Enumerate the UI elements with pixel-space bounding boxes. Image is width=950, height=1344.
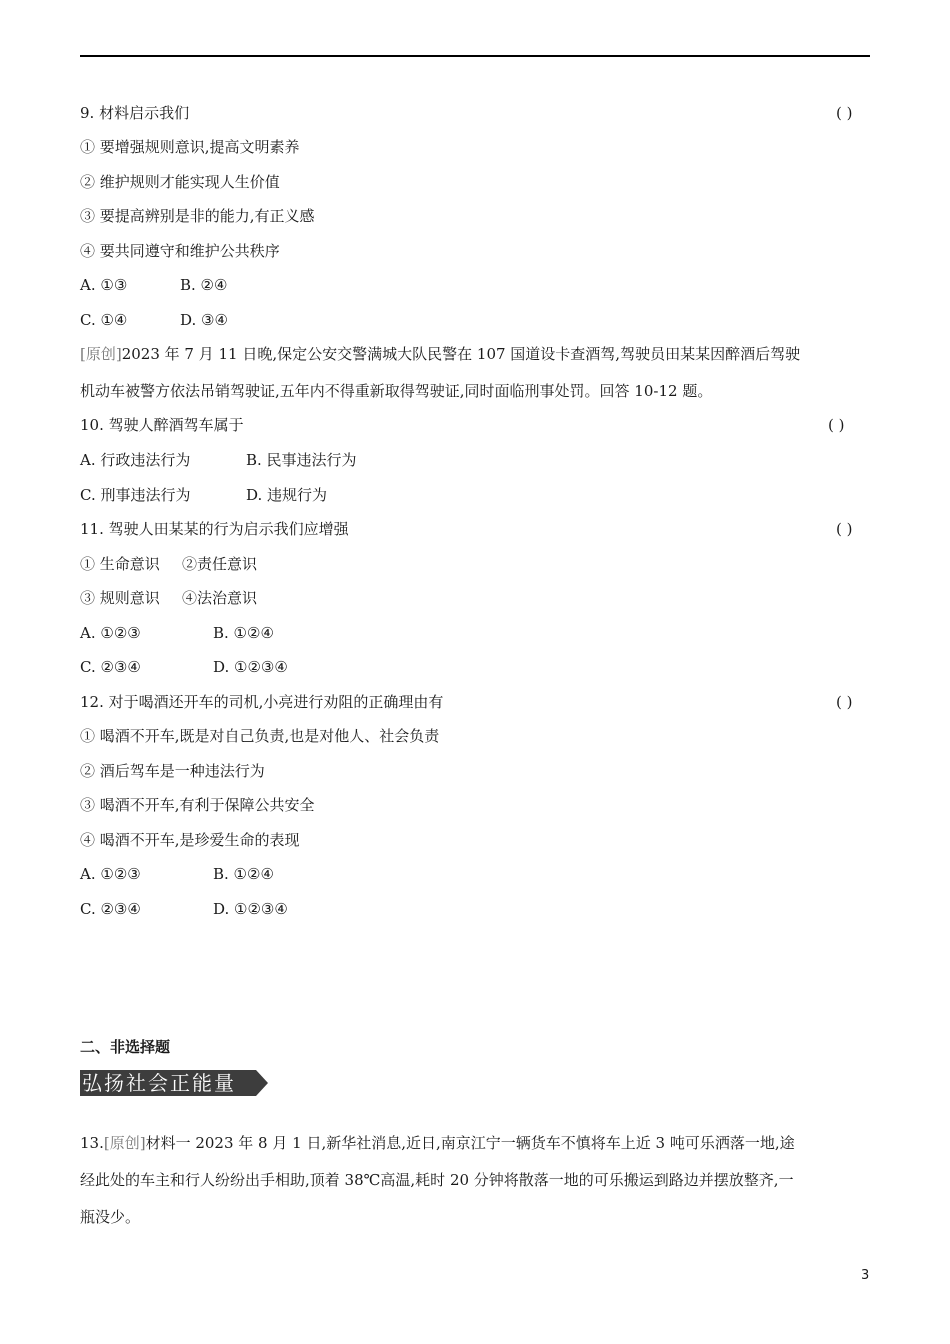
banner-arrow-tip (256, 1070, 268, 1096)
q10-answer-paren: ( ) (828, 416, 845, 434)
q11-stem: 11. 驾驶人田某某的行为启示我们应增强 (80, 520, 349, 538)
q13-line-2: 经此处的车主和行人纷纷出手相助,顶着 38℃高温,耗时 20 分钟将散落一地的可乐搬运到路边并摆放整齐,一 (80, 1171, 794, 1189)
q9-options-row-1 (80, 275, 227, 295)
q10-options-row-1 (80, 450, 357, 470)
q11-option-d: D. ①②③④ (213, 658, 288, 676)
q12-option-c: C. ②③④ (80, 900, 141, 918)
q10-options-row-2 (80, 485, 327, 505)
q11-options-row-1 (80, 623, 274, 643)
section-title: 二、非选择题 (80, 1038, 171, 1056)
header-rule (80, 55, 870, 57)
q11-option-a: A. ①②③ (80, 624, 141, 642)
q12-option-b: B. ①②④ (213, 865, 274, 883)
material-line-2: 机动车被警方依法吊销驾驶证,五年内不得重新取得驾驶证,同时面临刑事处罚。回答 10-12 题。 (80, 382, 713, 400)
q10-option-d: D. 违规行为 (246, 486, 328, 504)
q13-line-1 (80, 1133, 795, 1153)
q11-answer-paren: ( ) (836, 520, 853, 538)
section-banner (80, 1070, 270, 1096)
banner-text: 弘扬社会正能量 (82, 1071, 236, 1095)
q12-options-row-2 (80, 899, 288, 919)
q12-answer-paren: ( ) (836, 693, 853, 711)
q9-option-d: D. ③④ (180, 311, 228, 329)
q9-item-2: ② 维护规则才能实现人生价值 (80, 173, 280, 191)
q13-original-tag: [原创] (103, 1134, 146, 1152)
q12-item-1: ① 喝酒不开车,既是对自己负责,也是对他人、社会负责 (80, 727, 440, 745)
original-tag: [原创] (80, 345, 122, 363)
q9-option-a: A. ①③ (80, 276, 128, 294)
q12-item-4: ④ 喝酒不开车,是珍爱生命的表现 (80, 831, 300, 849)
q11-option-b: B. ①②④ (213, 624, 274, 642)
q12-option-d: D. ①②③④ (213, 900, 288, 918)
q10-option-a: A. 行政违法行为 (80, 451, 191, 469)
q13-text-1: 材料一 2023 年 8 月 1 日,新华社消息,近日,南京江宁一辆货车不慎将车上近 3 吨可乐洒落一地,途 (145, 1134, 795, 1152)
q12-stem: 12. 对于喝酒还开车的司机,小亮进行劝阻的正确理由有 (80, 693, 444, 711)
q11-items-row-2 (80, 588, 257, 608)
q9-options-row-2 (80, 310, 228, 330)
q12-options-row-1 (80, 864, 274, 884)
q10-option-c: C. 刑事违法行为 (80, 486, 191, 504)
q12-item-3: ③ 喝酒不开车,有利于保障公共安全 (80, 796, 315, 814)
q11-option-c: C. ②③④ (80, 658, 141, 676)
q11-item-4: ④法治意识 (182, 589, 258, 607)
q10-option-b: B. 民事违法行为 (246, 451, 357, 469)
q9-option-b: B. ②④ (180, 276, 228, 294)
q9-stem: 9. 材料启示我们 (80, 104, 190, 122)
q11-item-2: ②责任意识 (182, 555, 258, 573)
q13-line-3: 瓶没少。 (80, 1208, 141, 1226)
q13-number: 13. (80, 1134, 104, 1152)
material-text-1: 2023 年 7 月 11 日晚,保定公安交警满城大队民警在 107 国道设卡查酒驾,驾驶员田某某因醉酒后驾驶 (121, 345, 801, 363)
q9-answer-paren: ( ) (836, 104, 853, 122)
q9-item-1: ① 要增强规则意识,提高文明素养 (80, 138, 300, 156)
q9-item-3: ③ 要提高辨别是非的能力,有正义感 (80, 207, 315, 225)
q11-item-1: ① 生命意识 (80, 555, 160, 573)
material-line-1 (80, 344, 800, 364)
q11-options-row-2 (80, 657, 288, 677)
page-number: 3 (861, 1268, 870, 1283)
q11-item-3: ③ 规则意识 (80, 589, 160, 607)
q12-item-2: ② 酒后驾车是一种违法行为 (80, 762, 265, 780)
q10-stem: 10. 驾驶人醉酒驾车属于 (80, 416, 244, 434)
q11-items-row-1 (80, 554, 257, 574)
q9-option-c: C. ①④ (80, 311, 128, 329)
q12-option-a: A. ①②③ (80, 865, 141, 883)
q9-item-4: ④ 要共同遵守和维护公共秩序 (80, 242, 280, 260)
